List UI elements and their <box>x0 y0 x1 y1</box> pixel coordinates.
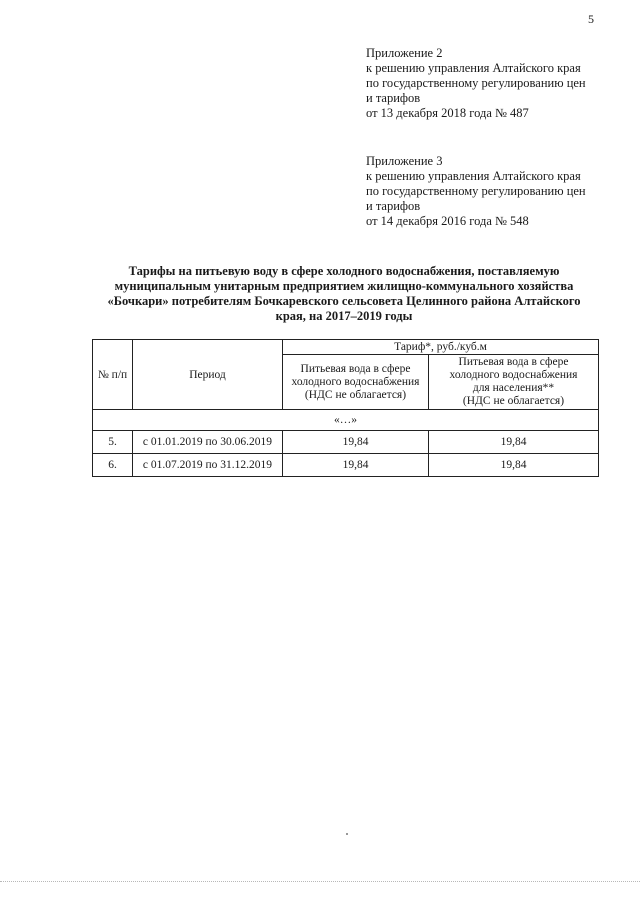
table-ellipsis-row <box>93 410 599 431</box>
ellipsis-cell: «…» <box>93 410 599 431</box>
annex-3-line: от 14 декабря 2016 года № 548 <box>366 214 529 228</box>
annex-3-line: по государственному регулированию цен <box>366 184 586 198</box>
header-col-b <box>429 355 599 410</box>
row-period: с 01.07.2019 по 31.12.2019 <box>133 454 283 477</box>
annex-3-line: и тарифов <box>366 199 421 213</box>
table-row <box>93 431 599 454</box>
scan-footer-line <box>0 881 640 882</box>
tariff-table <box>92 339 599 477</box>
row-tariff-a: 19,84 <box>283 431 429 454</box>
row-number: 5. <box>93 431 133 454</box>
row-period: с 01.01.2019 по 30.06.2019 <box>133 431 283 454</box>
header-period: Период <box>133 340 283 410</box>
table-row <box>93 454 599 477</box>
annex-3-header <box>366 154 616 229</box>
row-tariff-a: 19,84 <box>283 454 429 477</box>
row-number: 6. <box>93 454 133 477</box>
header-tariff: Тариф*, руб./куб.м <box>283 340 599 355</box>
header-col-b-line: для населения** <box>472 382 555 394</box>
header-col-b-line: (НДС не облагается) <box>462 395 565 407</box>
header-number: № п/п <box>93 340 133 410</box>
annex-3-line: к решению управления Алтайского края <box>366 169 581 183</box>
header-col-b-line: холодного водоснабжения <box>449 369 578 381</box>
annex-2-line: и тарифов <box>366 91 421 105</box>
document-title: Тарифы на питьевую воду в сфере холодного водоснабжения, поставляемую муниципальным унитарным предприятием жилищно-коммунального хозяйства «Бочкари» потребителям Бочкаревского сельсовета Целинного района Алтайского края, на 2017–2019 годы <box>107 264 581 323</box>
header-col-b-line: Питьевая вода в сфере <box>458 356 569 368</box>
row-tariff-b: 19,84 <box>429 454 599 477</box>
annex-2-header <box>366 46 616 121</box>
annex-2-line: к решению управления Алтайского края <box>366 61 581 75</box>
page-number: 5 <box>588 12 594 26</box>
scan-speck <box>346 833 348 835</box>
annex-2-line: Приложение 2 <box>366 46 443 60</box>
annex-2-line: от 13 декабря 2018 года № 487 <box>366 106 529 120</box>
annex-3-line: Приложение 3 <box>366 154 443 168</box>
row-tariff-b: 19,84 <box>429 431 599 454</box>
header-col-a: Питьевая вода в сфере холодного водоснабжения (НДС не облагается) <box>283 355 429 410</box>
table-header-row <box>93 340 599 355</box>
annex-2-line: по государственному регулированию цен <box>366 76 586 90</box>
